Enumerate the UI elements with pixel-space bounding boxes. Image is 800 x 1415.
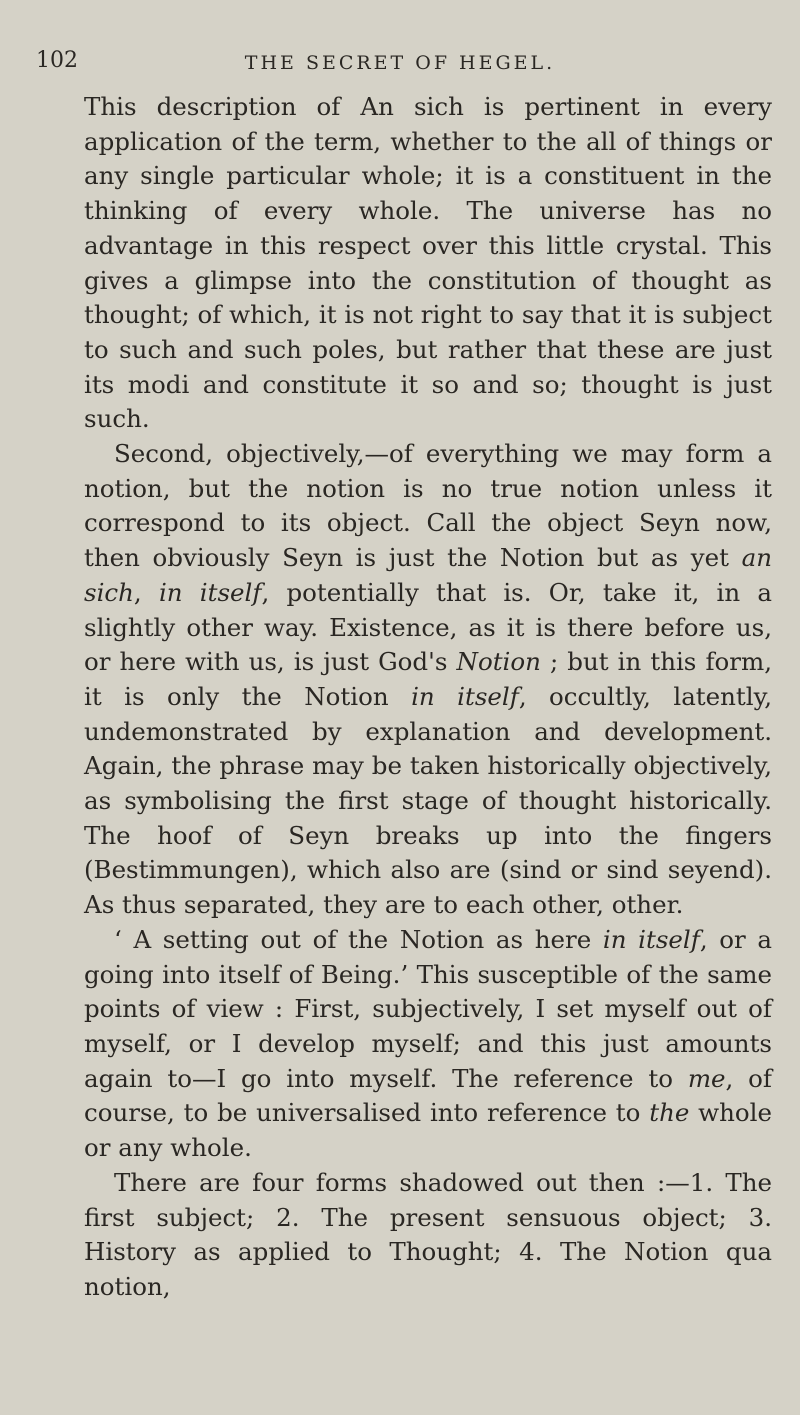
page-number: 102 [36, 48, 78, 73]
body-text [84, 90, 772, 1305]
italic-term-an-sich: an sich [84, 543, 772, 607]
text-segment: There are four forms shadowed out then :—1. The first subject; 2. The present sensuous object; 3. History as applied to Thought; 4. The Notion qua notion, [84, 1167, 772, 1301]
paragraph-1 [84, 90, 772, 437]
italic-term-the: the [649, 1098, 690, 1128]
text-segment: , [133, 577, 159, 607]
text-segment: This description of An sich is pertinent in every application of the term, whether to the all of things or any single particular whole; it is a constituent in the thinking of every whole. The universe has no advantage in this respect over this little crystal. This gives a glimpse into the constitution of thought as thought; of which, it is not right to say that it is subject to such and such poles, but rather that these are just its modi and constitute it so and so; thought is just such. [84, 92, 772, 434]
italic-term-in-itself: in itself [158, 577, 262, 607]
running-head: THE SECRET OF HEGEL. [244, 52, 556, 74]
text-segment: whole or any whole. [84, 1098, 773, 1163]
text-segment: ; but in this form, it is only the Notion [84, 647, 772, 711]
text-segment: ‘ A setting out of the Notion as here [114, 924, 603, 954]
page-header [0, 48, 800, 88]
text-segment: , or a going into itself of Being.’ This susceptible of the same points of view : First, subjectively, I set myself out of myself, or I develop myself; and this just amounts again to—I go into myself. The reference to [84, 924, 773, 1093]
paragraph-3 [84, 923, 772, 1166]
text-segment: , occultly, latently, undemonstrated by explanation and development. Again, the phrase may be taken historically objectively, as symbolising the first stage of thought historically. The hoof of Seyn breaks up into the fingers (Bestimmungen), which also are (sind or sind seyend). As thus separated, they are to each other, other. [84, 681, 772, 920]
italic-term-me: me [687, 1063, 726, 1093]
italic-term-in-itself: in itself [411, 681, 519, 711]
paragraph-2 [84, 437, 772, 923]
text-segment: Second, objectively,—of everything we may form a notion, but the notion is no true notion unless it correspond to its object. Call the object Seyn now, then obviously Seyn is just the Notion but as yet [84, 439, 772, 573]
italic-term-in-itself: in itself [602, 924, 700, 954]
text-segment: , of course, to be universalised into reference to [84, 1063, 772, 1128]
paragraph-4 [84, 1166, 772, 1305]
text-segment: , potentially that is. Or, take it, in a slightly other way. Existence, as it is there before us, or here with us, is just God's [84, 577, 773, 677]
italic-term-notion: Notion [456, 647, 541, 677]
